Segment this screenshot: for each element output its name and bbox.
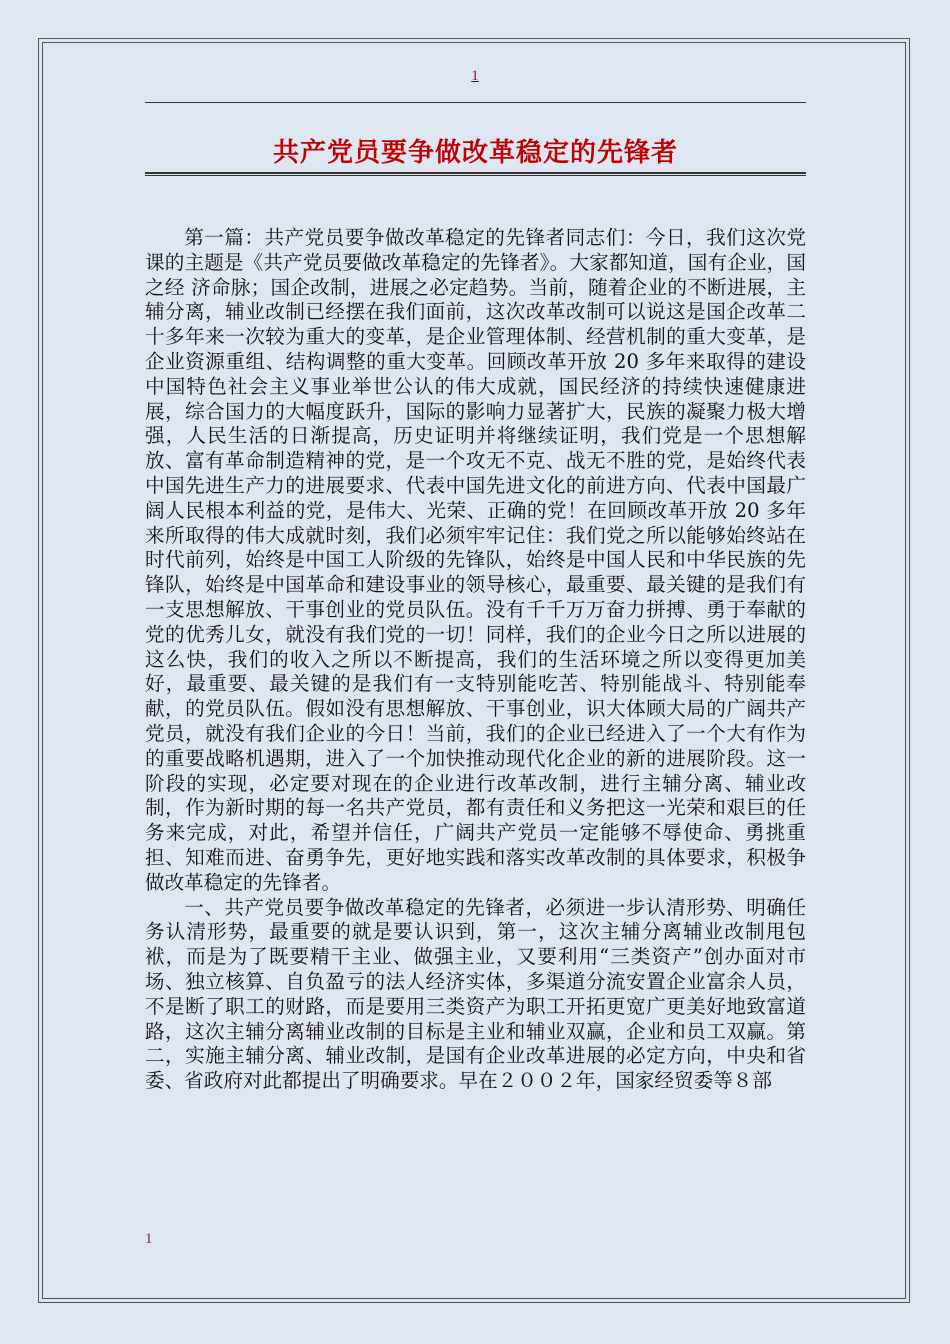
footer-page-number: 1 <box>145 1231 153 1247</box>
document-title: 共产党员要争做改革稳定的先锋者 <box>272 138 678 168</box>
header-page-number: 1 <box>471 68 479 84</box>
paragraph-1: 第一篇：共产党员要争做改革稳定的先锋者同志们：今日，我们这次党课的主题是《共产党员要做改革稳定的先锋者》。大家都知道，国有企业，国之经 济命脉；国企改制，进展之必定趋势。当前，随着企业的不断进展，主辅分离，辅业改制已经摆在我们面前，这次改革改制可以说这是国企改革二十多年来一次较为重大的变革，是企业管理体制、经营机制的重大变革，是企业资源重组、结构调整的重大变革。回顾改革开放 20 多年来取得的建设中国特色社会主义事业举世公认的伟大成就，国民经济的持续快速健康进展，综合国力的大幅度跃升，国际的影响力显著扩大，民族的凝聚力极大增强，人民生活的日渐提高，历史证明并将继续证明，我们党是一个思想解放、富有革命制造精神的党，是一个攻无不克、战无不胜的党，是始终代表中国先进生产力的进展要求、代表中国先进文化的前进方向、代表中国最广阔人民根本利益的党，是伟大、光荣、正确的党！在回顾改革开放 20 多年来所取得的伟大成就时刻，我们必须牢牢记住：我们党之所以能够始终站在时代前列，始终是中国工人阶级的先锋队，始终是中国人民和中华民族的先锋队，始终是中国革命和建设事业的领导核心，最重要、最关键的是我们有一支思想解放、干事创业的党员队伍。没有千千万万奋力拼搏、勇于奉献的党的优秀儿女，就没有我们党的一切！同样，我们的企业今日之所以进展的这么快，我们的收入之所以不断提高，我们的生活环境之所以变得更加美好，最重要、最关键的是我们有一支特别能吃苦、特别能战斗、特别能奉献，的党员队伍。假如没有思想解放、干事创业，识大体顾大局的广阔共产党员，就没有我们企业的今日！当前，我们的企业已经进入了一个大有作为的重要战略机遇期，进入了一个加快推动现代化企业的新的进展阶段。这一阶段的实现，必定要对现在的企业进行改革改制，进行主辅分离、辅业改制，作为新时期的每一名共产党员，都有责任和义务把这一光荣和艰巨的任务来完成，对此，希望并信任，广阔共产党员一定能够不辱使命、勇挑重担、知难而进、奋勇争先，更好地实践和落实改革改制的具体要求，积极争做改革稳定的先锋者。 <box>145 226 806 894</box>
header-rule <box>145 102 806 103</box>
paragraph-2: 一、共产党员要争做改革稳定的先锋者，必须进一步认清形势、明确任务认清形势，最重要的就是要认识到，第一，这次主辅分离辅业改制甩包袱，而是为了既要精干主业、做强主业，又要利用“三类资产”创办面对市场、独立核算、自负盈亏的法人经济实体，多渠道分流安置企业富余人员，不是断了职工的财路，而是要用三类资产为职工开拓更宽广更美好地致富道路，这次主辅分离辅业改制的目标是主业和辅业双赢，企业和员工双赢。第二，实施主辅分离、辅业改制，是国有企业改革进展的必定方向，中央和省委、省政府对此都提出了明确要求。早在２００２年，国家经贸委等８部 <box>145 895 806 1093</box>
title-rule <box>145 172 806 176</box>
document-body <box>145 226 806 1094</box>
